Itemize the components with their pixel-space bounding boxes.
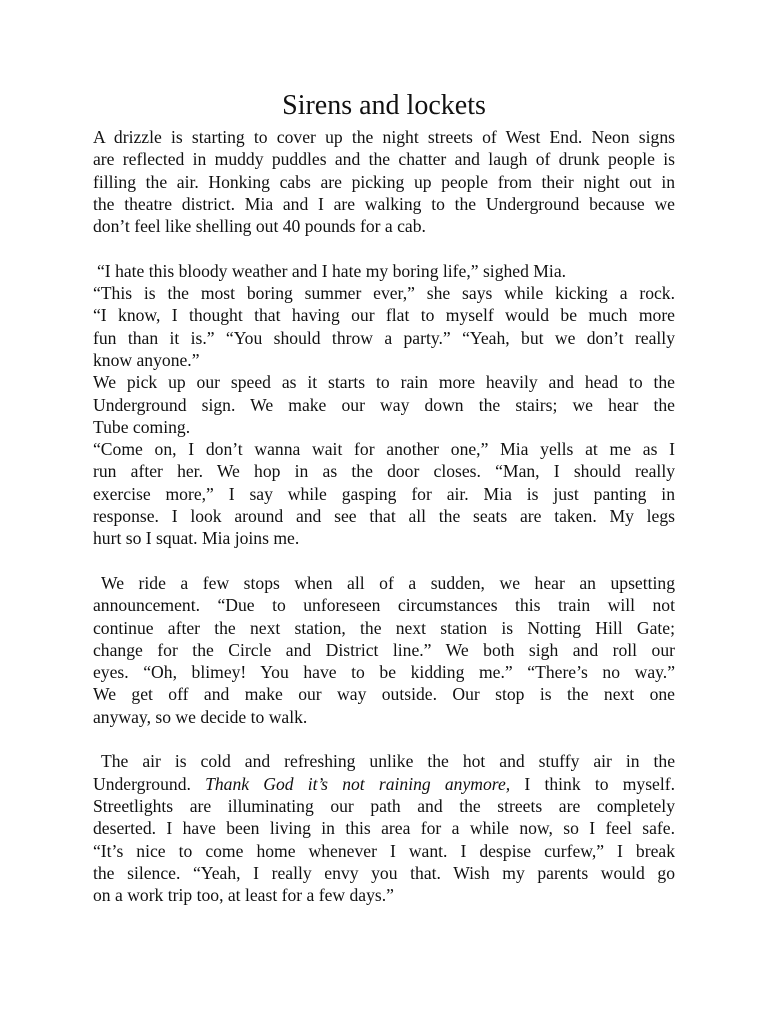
text-run: I think to myself.	[510, 773, 675, 794]
text-line: know anyone.”	[93, 349, 200, 370]
paragraph-6	[93, 683, 675, 728]
text-line: Underground sign. We make our way down the stairs; we hear the	[93, 394, 675, 415]
text-line: eyes. “Oh, blimey! You have to be kidding me.” “There’s no way.”	[93, 662, 675, 683]
paragraph-5	[93, 572, 675, 683]
paragraph-gap	[93, 550, 675, 572]
paragraph-2	[93, 260, 675, 371]
text-line: fun than it is.” “You should throw a party.” “Yeah, but we don’t really	[93, 327, 675, 348]
paragraph-gap	[93, 728, 675, 750]
text-run: Underground.	[93, 773, 206, 794]
text-line: response. I look around and see that all the seats are taken. My legs	[93, 506, 675, 527]
text-line: Streetlights are illuminating our path and the streets are completely	[93, 795, 675, 816]
text-line: filling the air. Honking cabs are picking up people from their night out in	[93, 171, 675, 192]
text-line: The air is cold and refreshing unlike the hot and stuffy air in the	[101, 751, 675, 772]
text-line: hurt so I squat. Mia joins me.	[93, 528, 300, 549]
paragraph-gap	[93, 237, 675, 259]
text-line: A drizzle is starting to cover up the night streets of West End. Neon signs	[93, 127, 675, 147]
text-line: “Come on, I don’t wanna wait for another one,” Mia yells at me as I	[93, 439, 675, 460]
text-line: Tube coming.	[93, 416, 191, 437]
text-line: We ride a few stops when all of a sudden, we hear an upsetting	[101, 572, 675, 593]
text-line: announcement. “Due to unforeseen circumstances this train will not	[93, 595, 675, 616]
paragraph-4	[93, 438, 675, 549]
text-line: the theatre district. Mia and I are walking to the Underground because we	[93, 193, 675, 214]
paragraph-1	[93, 126, 675, 237]
story-title: Sirens and lockets	[282, 90, 486, 121]
text-line-mixed	[93, 773, 675, 795]
text-line: exercise more,” I say while gasping for air. Mia is just panting in	[93, 483, 675, 504]
text-line: run after her. We hop in as the door closes. “Man, I should really	[93, 461, 675, 482]
text-line: We get off and make our way outside. Our stop is the next one	[93, 684, 675, 705]
text-line: the silence. “Yeah, I really envy you that. Wish my parents would go	[93, 862, 675, 883]
text-line: “I know, I thought that having our flat to myself would be much more	[93, 305, 675, 326]
text-line: We pick up our speed as it starts to rain more heavily and head to the	[93, 372, 675, 393]
text-line: on a work trip too, at least for a few days.”	[93, 885, 394, 906]
italic-thought: Thank God it’s not raining anymore,	[205, 773, 511, 794]
paragraph-3	[93, 371, 675, 438]
text-line: don’t feel like shelling out 40 pounds for a cab.	[93, 216, 426, 237]
text-line: anyway, so we decide to walk.	[93, 706, 308, 727]
story-body	[93, 126, 675, 906]
text-line: change for the Circle and District line.” We both sigh and roll our	[93, 639, 675, 660]
text-line: “This is the most boring summer ever,” she says while kicking a rock.	[93, 283, 675, 304]
text-line: deserted. I have been living in this area for a while now, so I feel safe.	[93, 818, 675, 839]
text-line: “It’s nice to come home whenever I want. I despise curfew,” I break	[93, 840, 675, 861]
text-line: continue after the next station, the next station is Notting Hill Gate;	[93, 617, 675, 638]
paragraph-7	[93, 750, 675, 906]
text-line: are reflected in muddy puddles and the chatter and laugh of drunk people is	[93, 149, 675, 170]
text-line: “I hate this bloody weather and I hate my boring life,” sighed Mia.	[97, 260, 567, 281]
